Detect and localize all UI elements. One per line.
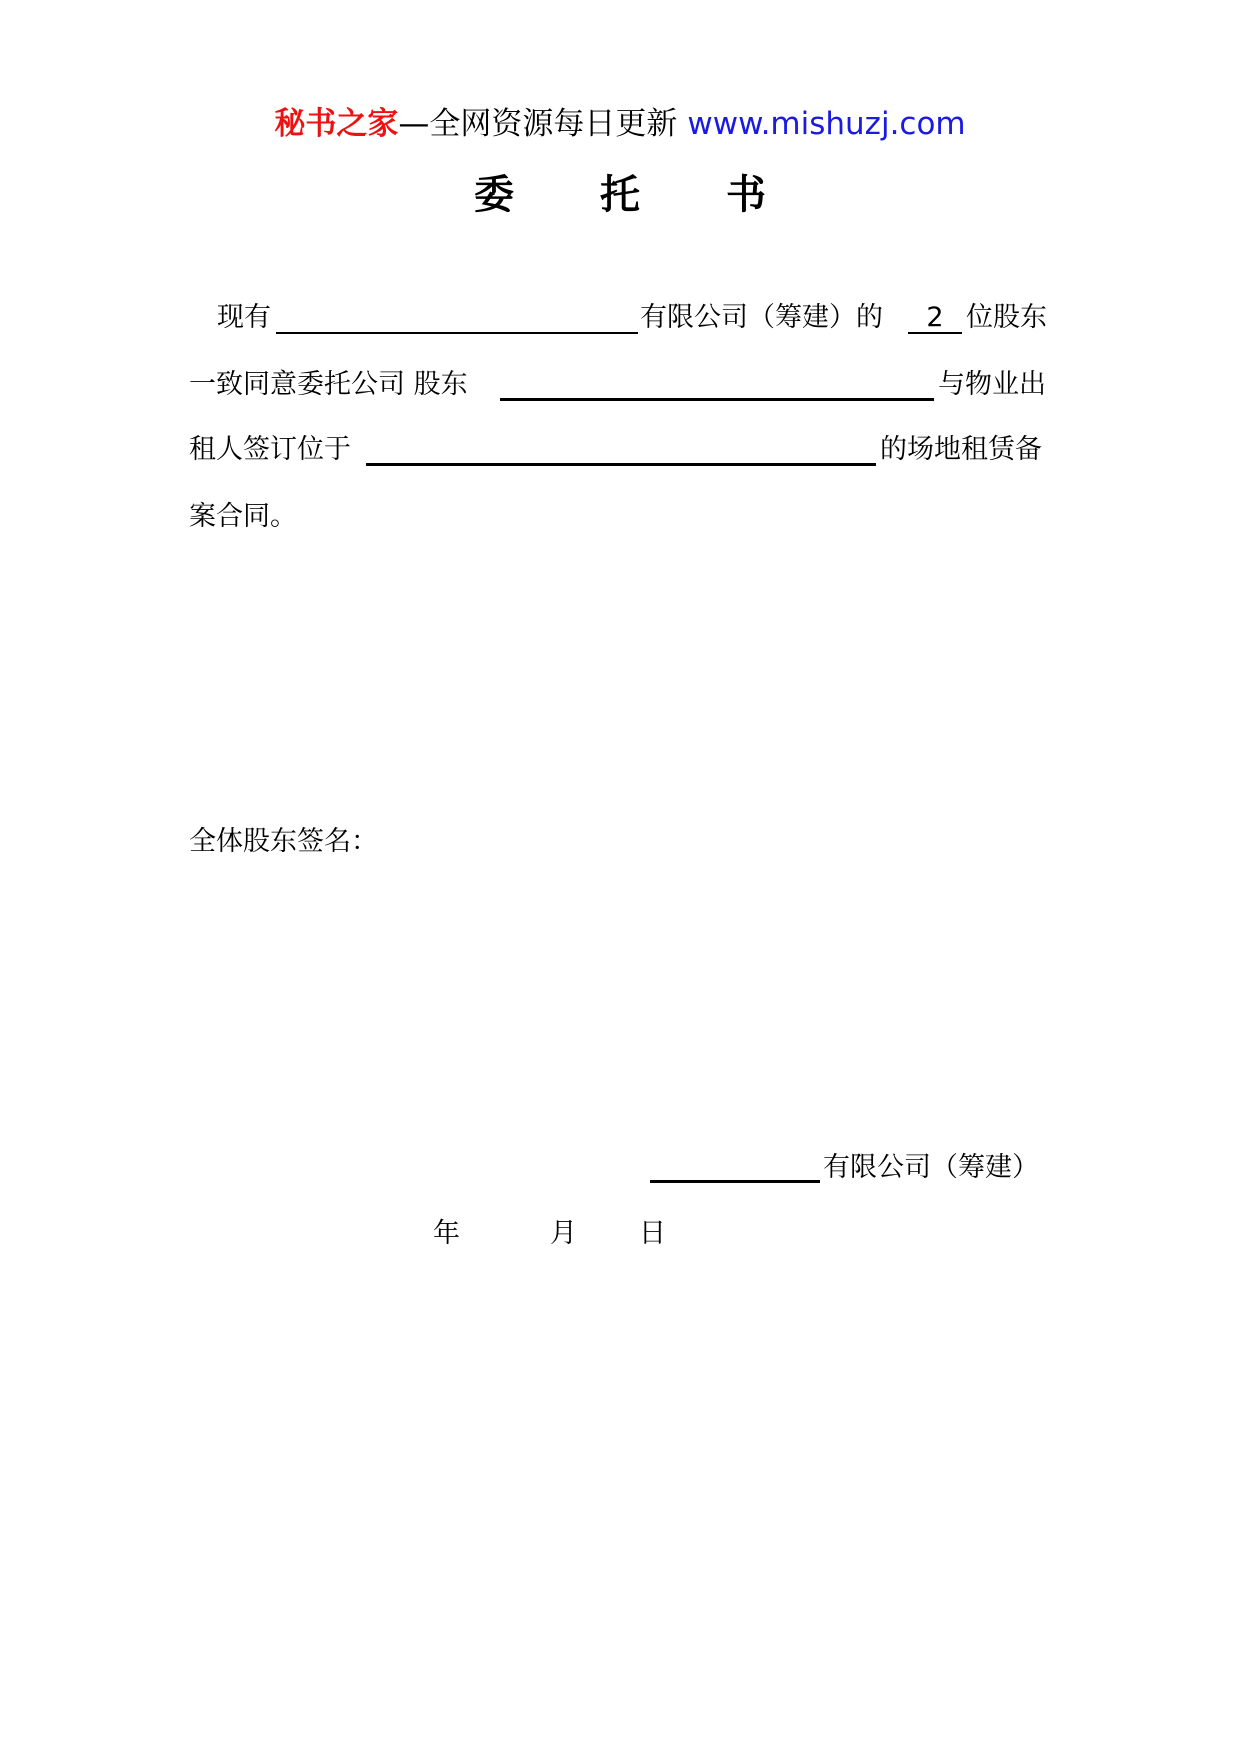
company-name-blank[interactable] — [276, 332, 638, 334]
line1-prefix: 现有 — [217, 302, 271, 333]
brand-name: 秘书之家 — [274, 106, 399, 142]
date-year: 年 — [433, 1218, 460, 1249]
footer-company-blank[interactable] — [650, 1180, 820, 1183]
title-char-1: 委 — [474, 171, 514, 218]
signatures-label: 全体股东签名： — [189, 826, 378, 857]
title-char-3: 书 — [726, 171, 766, 218]
date-month: 月 — [550, 1218, 577, 1249]
date-day: 日 — [639, 1218, 666, 1249]
location-blank[interactable] — [366, 463, 876, 466]
line3-suffix: 的场地租赁备 — [880, 434, 1042, 465]
line3-prefix: 租人签订位于 — [189, 434, 351, 465]
line4: 案合同。 — [189, 501, 297, 532]
footer-company-suffix: 有限公司（筹建） — [823, 1152, 1039, 1183]
shareholder-count: 2 — [926, 302, 944, 333]
line1-mid: 有限公司（筹建）的 — [640, 302, 883, 333]
line2-prefix: 一致同意委托公司 股东 — [189, 369, 468, 400]
title-char-2: 托 — [600, 171, 640, 218]
shareholder-name-blank[interactable] — [500, 398, 934, 401]
line2-suffix: 与物业出 — [938, 369, 1046, 400]
header-banner — [0, 100, 1240, 148]
slogan: —全网资源每日更新 — [398, 106, 678, 142]
line1-suffix: 位股东 — [966, 302, 1047, 333]
document-title — [0, 165, 1240, 225]
site-link[interactable]: www.mishuzj.com — [687, 106, 966, 142]
